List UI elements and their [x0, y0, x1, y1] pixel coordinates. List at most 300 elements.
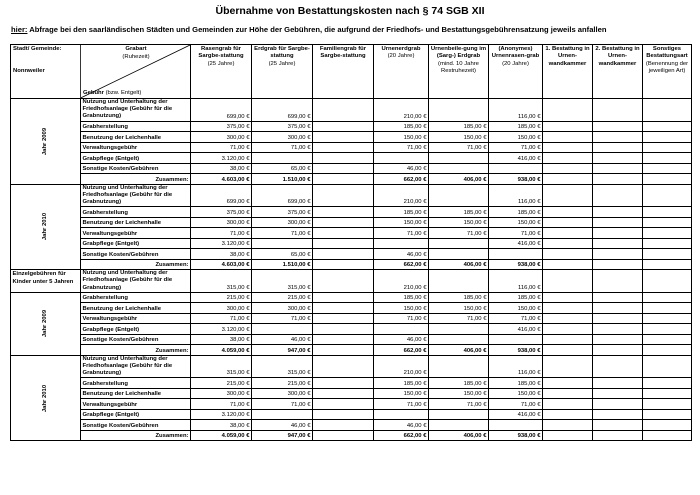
total-row	[11, 430, 692, 441]
value-cell: 300,00 €	[252, 132, 313, 143]
value-cell	[593, 378, 643, 389]
value-cell: 38,00 €	[191, 420, 252, 431]
value-cell	[543, 409, 593, 420]
value-cell	[313, 249, 374, 260]
value-cell: 210,00 €	[374, 355, 429, 378]
value-cell: 116,00 €	[489, 184, 543, 207]
value-cell	[429, 355, 489, 378]
total-value-cell	[593, 345, 643, 356]
total-value-cell	[543, 259, 593, 270]
table-row	[11, 163, 692, 174]
value-cell: 315,00 €	[191, 270, 252, 293]
row-label: Nutzung und Unterhaltung der Friedhofsanlage (Gebühr für die Grabnutzung)	[81, 99, 191, 122]
value-cell	[374, 238, 429, 249]
value-cell: 150,00 €	[429, 217, 489, 228]
value-cell: 315,00 €	[252, 355, 313, 378]
value-cell	[313, 217, 374, 228]
value-cell	[593, 184, 643, 207]
total-value-cell: 406,00 €	[429, 259, 489, 270]
total-value-cell: 662,00 €	[374, 430, 429, 441]
row-label: Sonstige Kosten/Gebühren	[81, 420, 191, 431]
value-cell	[643, 303, 692, 314]
table-row	[11, 121, 692, 132]
row-label: Verwaltungsgebühr	[81, 313, 191, 324]
value-cell	[643, 184, 692, 207]
value-cell	[543, 303, 593, 314]
row-label: Benutzung der Leichenhalle	[81, 388, 191, 399]
value-cell: 150,00 €	[374, 132, 429, 143]
total-value-cell	[643, 259, 692, 270]
table-row	[11, 334, 692, 345]
value-cell: 185,00 €	[429, 292, 489, 303]
column-header	[429, 45, 489, 99]
value-cell	[643, 409, 692, 420]
column-note: (20 Jahre)	[502, 60, 529, 67]
value-cell: 38,00 €	[191, 163, 252, 174]
value-cell	[252, 409, 313, 420]
table-row	[11, 207, 692, 218]
value-cell: 416,00 €	[489, 409, 543, 420]
value-cell	[593, 207, 643, 218]
value-cell	[643, 132, 692, 143]
value-cell	[593, 334, 643, 345]
total-value-cell	[313, 345, 374, 356]
column-header	[252, 45, 313, 99]
value-cell: 71,00 €	[489, 228, 543, 239]
value-cell	[313, 292, 374, 303]
value-cell: 46,00 €	[374, 163, 429, 174]
column-note: (25 Jahre)	[268, 60, 296, 67]
table-row	[11, 270, 692, 293]
value-cell	[313, 420, 374, 431]
value-cell: 375,00 €	[252, 207, 313, 218]
row-label: Benutzung der Leichenhalle	[81, 132, 191, 143]
row-label: Nutzung und Unterhaltung der Friedhofsanlage (Gebühr für die Grabnutzung)	[81, 184, 191, 207]
total-value-cell: 938,00 €	[489, 430, 543, 441]
value-cell: 699,00 €	[191, 99, 252, 122]
total-label: Zusammen:	[81, 345, 191, 356]
table-row	[11, 228, 692, 239]
value-cell	[313, 99, 374, 122]
value-cell	[643, 378, 692, 389]
total-value-cell	[313, 259, 374, 270]
value-cell: 116,00 €	[489, 355, 543, 378]
value-cell	[543, 292, 593, 303]
value-cell: 300,00 €	[191, 303, 252, 314]
total-value-cell: 662,00 €	[374, 259, 429, 270]
value-cell	[593, 292, 643, 303]
subtitle	[11, 25, 700, 34]
row-label: Grabpflege (Entgelt)	[81, 324, 191, 335]
value-cell	[543, 228, 593, 239]
value-cell	[313, 324, 374, 335]
value-cell	[543, 270, 593, 293]
column-note: (Benennung der jeweiligen Art)	[645, 60, 689, 74]
value-cell: 185,00 €	[374, 207, 429, 218]
row-label: Grabherstellung	[81, 207, 191, 218]
value-cell: 71,00 €	[489, 399, 543, 410]
value-cell	[543, 249, 593, 260]
column-title: Sonstiges Bestattungsart	[646, 46, 688, 60]
value-cell	[313, 142, 374, 153]
value-cell	[313, 388, 374, 399]
table-row	[11, 313, 692, 324]
value-cell	[643, 313, 692, 324]
fee-table	[10, 44, 692, 441]
total-label: Zusammen:	[81, 430, 191, 441]
value-cell: 699,00 €	[252, 99, 313, 122]
value-cell: 185,00 €	[374, 378, 429, 389]
column-header	[374, 45, 429, 99]
value-cell	[429, 238, 489, 249]
total-value-cell	[593, 259, 643, 270]
value-cell	[429, 153, 489, 164]
column-header	[191, 45, 252, 99]
value-cell	[429, 324, 489, 335]
column-note: (20 Jahre)	[387, 53, 415, 60]
stadt-label: Stadt/ Gemeinde:	[13, 46, 62, 52]
total-value-cell: 4.059,00 €	[191, 430, 252, 441]
value-cell: 71,00 €	[252, 313, 313, 324]
value-cell	[593, 249, 643, 260]
total-value-cell	[543, 345, 593, 356]
total-value-cell	[593, 430, 643, 441]
value-cell: 150,00 €	[429, 388, 489, 399]
value-cell	[543, 99, 593, 122]
value-cell	[313, 378, 374, 389]
value-cell: 65,00 €	[252, 163, 313, 174]
value-cell	[252, 153, 313, 164]
value-cell	[313, 238, 374, 249]
gebuehr-label	[83, 90, 141, 97]
table-row	[11, 184, 692, 207]
value-cell: 3.120,00 €	[191, 238, 252, 249]
row-label: Grabpflege (Entgelt)	[81, 409, 191, 420]
total-value-cell	[643, 345, 692, 356]
value-cell: 315,00 €	[191, 355, 252, 378]
value-cell	[313, 207, 374, 218]
value-cell	[374, 409, 429, 420]
value-cell	[313, 132, 374, 143]
value-cell: 46,00 €	[252, 420, 313, 431]
column-header	[489, 45, 543, 99]
value-cell	[429, 163, 489, 174]
value-cell: 185,00 €	[429, 378, 489, 389]
total-value-cell	[313, 174, 374, 185]
value-cell: 71,00 €	[429, 399, 489, 410]
value-cell	[593, 99, 643, 122]
year-cell	[11, 184, 81, 270]
value-cell: 150,00 €	[374, 217, 429, 228]
total-value-cell: 406,00 €	[429, 430, 489, 441]
value-cell: 3.120,00 €	[191, 324, 252, 335]
value-cell	[374, 324, 429, 335]
column-title: Erdgrab für Sargbe-stattung	[254, 46, 310, 60]
value-cell: 71,00 €	[252, 228, 313, 239]
column-title: 1. Bestattung in Urnen-wandkammer	[545, 46, 590, 67]
value-cell	[593, 420, 643, 431]
value-cell: 71,00 €	[252, 399, 313, 410]
year-label: Jahr 2010	[42, 213, 48, 241]
value-cell: 300,00 €	[252, 303, 313, 314]
value-cell	[543, 217, 593, 228]
gebuehr-title: Gebühr	[83, 90, 104, 96]
value-cell	[593, 324, 643, 335]
value-cell	[252, 324, 313, 335]
value-cell: 116,00 €	[489, 99, 543, 122]
value-cell	[543, 207, 593, 218]
column-title: Familiengrab für Sargbe-stattung	[319, 46, 367, 60]
value-cell: 71,00 €	[252, 142, 313, 153]
value-cell	[543, 313, 593, 324]
column-title: Urnenerdgrab	[381, 46, 421, 52]
value-cell: 46,00 €	[374, 334, 429, 345]
value-cell	[543, 142, 593, 153]
value-cell: 71,00 €	[191, 313, 252, 324]
value-cell	[313, 228, 374, 239]
row-label: Verwaltungsgebühr	[81, 228, 191, 239]
value-cell	[593, 303, 643, 314]
value-cell	[543, 420, 593, 431]
value-cell	[313, 409, 374, 420]
value-cell: 71,00 €	[374, 142, 429, 153]
value-cell	[429, 420, 489, 431]
row-label: Nutzung und Unterhaltung der Friedhofsanlage (Gebühr für die Grabnutzung)	[81, 355, 191, 378]
row-label: Verwaltungsgebühr	[81, 399, 191, 410]
value-cell	[593, 270, 643, 293]
value-cell	[643, 153, 692, 164]
value-cell: 150,00 €	[429, 132, 489, 143]
value-cell: 150,00 €	[489, 217, 543, 228]
total-row	[11, 174, 692, 185]
value-cell: 71,00 €	[191, 142, 252, 153]
total-value-cell: 406,00 €	[429, 345, 489, 356]
value-cell: 210,00 €	[374, 184, 429, 207]
gebuehr-note: (bzw. Entgelt)	[103, 90, 142, 96]
value-cell	[313, 270, 374, 293]
value-cell: 71,00 €	[191, 399, 252, 410]
year-label: Jahr 2009	[42, 310, 48, 338]
header-row	[11, 45, 692, 99]
value-cell: 71,00 €	[489, 142, 543, 153]
total-value-cell: 4.059,00 €	[191, 345, 252, 356]
value-cell	[543, 334, 593, 345]
table-row	[11, 292, 692, 303]
value-cell	[593, 121, 643, 132]
value-cell	[489, 420, 543, 431]
column-header	[543, 45, 593, 99]
row-label: Sonstige Kosten/Gebühren	[81, 163, 191, 174]
value-cell: 210,00 €	[374, 270, 429, 293]
value-cell	[313, 303, 374, 314]
value-cell	[543, 121, 593, 132]
value-cell	[543, 132, 593, 143]
value-cell	[643, 270, 692, 293]
table-row	[11, 153, 692, 164]
value-cell	[643, 334, 692, 345]
value-cell: 215,00 €	[252, 292, 313, 303]
value-cell: 215,00 €	[252, 378, 313, 389]
value-cell	[593, 399, 643, 410]
total-value-cell: 662,00 €	[374, 345, 429, 356]
value-cell: 300,00 €	[191, 132, 252, 143]
header-corner-cell	[11, 45, 191, 99]
total-value-cell: 947,00 €	[252, 430, 313, 441]
total-value-cell: 1.510,00 €	[252, 259, 313, 270]
value-cell	[593, 388, 643, 399]
value-cell: 699,00 €	[252, 184, 313, 207]
row-label: Sonstige Kosten/Gebühren	[81, 249, 191, 260]
value-cell: 71,00 €	[374, 228, 429, 239]
value-cell: 416,00 €	[489, 238, 543, 249]
value-cell	[374, 153, 429, 164]
value-cell	[313, 163, 374, 174]
value-cell: 46,00 €	[252, 334, 313, 345]
table-row	[11, 217, 692, 228]
value-cell	[593, 313, 643, 324]
total-value-cell: 1.510,00 €	[252, 174, 313, 185]
value-cell	[429, 334, 489, 345]
value-cell: 416,00 €	[489, 324, 543, 335]
value-cell: 38,00 €	[191, 249, 252, 260]
total-value-cell	[593, 174, 643, 185]
value-cell	[643, 238, 692, 249]
value-cell	[429, 184, 489, 207]
value-cell: 300,00 €	[252, 217, 313, 228]
value-cell	[543, 378, 593, 389]
value-cell	[543, 388, 593, 399]
table-row	[11, 355, 692, 378]
total-value-cell: 938,00 €	[489, 174, 543, 185]
value-cell	[313, 153, 374, 164]
value-cell: 210,00 €	[374, 99, 429, 122]
value-cell	[543, 184, 593, 207]
value-cell: 185,00 €	[429, 207, 489, 218]
table-row	[11, 399, 692, 410]
value-cell: 71,00 €	[489, 313, 543, 324]
total-value-cell	[543, 174, 593, 185]
value-cell	[543, 399, 593, 410]
value-cell	[643, 142, 692, 153]
table-row	[11, 324, 692, 335]
value-cell	[643, 99, 692, 122]
value-cell: 46,00 €	[374, 420, 429, 431]
row-label: Sonstige Kosten/Gebühren	[81, 334, 191, 345]
value-cell	[429, 99, 489, 122]
column-note: (25 Jahre)	[207, 60, 235, 67]
table-row	[11, 132, 692, 143]
value-cell: 699,00 €	[191, 184, 252, 207]
total-label: Zusammen:	[81, 174, 191, 185]
value-cell	[489, 163, 543, 174]
value-cell: 3.120,00 €	[191, 409, 252, 420]
table-row	[11, 249, 692, 260]
table-row	[11, 409, 692, 420]
total-value-cell: 947,00 €	[252, 345, 313, 356]
value-cell: 71,00 €	[374, 313, 429, 324]
category-cell: Einzelgebühren für Kinder unter 5 Jahren	[11, 270, 81, 293]
row-label: Verwaltungsgebühr	[81, 142, 191, 153]
total-value-cell: 662,00 €	[374, 174, 429, 185]
column-note: (mind. 10 Jahre Restruhezeit)	[438, 60, 479, 74]
value-cell: 375,00 €	[191, 121, 252, 132]
row-label: Grabherstellung	[81, 292, 191, 303]
value-cell: 185,00 €	[489, 378, 543, 389]
value-cell	[543, 153, 593, 164]
subtitle-prefix: hier:	[11, 25, 28, 34]
value-cell: 71,00 €	[191, 228, 252, 239]
value-cell	[543, 163, 593, 174]
value-cell	[593, 355, 643, 378]
value-cell: 185,00 €	[429, 121, 489, 132]
value-cell: 300,00 €	[252, 388, 313, 399]
value-cell	[643, 217, 692, 228]
value-cell	[429, 270, 489, 293]
value-cell: 185,00 €	[374, 121, 429, 132]
year-label: Jahr 2009	[42, 127, 48, 155]
value-cell	[643, 228, 692, 239]
year-cell	[11, 99, 81, 185]
value-cell: 116,00 €	[489, 270, 543, 293]
gemeinde-name: Nonnweiler	[13, 68, 45, 74]
value-cell	[429, 249, 489, 260]
row-label: Benutzung der Leichenhalle	[81, 217, 191, 228]
value-cell	[593, 409, 643, 420]
value-cell	[593, 163, 643, 174]
grabart-label: Grabart	[125, 46, 147, 52]
value-cell	[543, 238, 593, 249]
value-cell	[543, 324, 593, 335]
value-cell: 375,00 €	[191, 207, 252, 218]
value-cell	[313, 184, 374, 207]
total-row	[11, 345, 692, 356]
value-cell	[593, 153, 643, 164]
total-value-cell	[543, 430, 593, 441]
table-row	[11, 99, 692, 122]
total-value-cell: 4.603,00 €	[191, 174, 252, 185]
value-cell: 416,00 €	[489, 153, 543, 164]
value-cell	[643, 121, 692, 132]
value-cell: 185,00 €	[489, 292, 543, 303]
value-cell: 315,00 €	[252, 270, 313, 293]
value-cell: 71,00 €	[429, 228, 489, 239]
value-cell: 215,00 €	[191, 378, 252, 389]
value-cell	[643, 355, 692, 378]
row-label: Grabpflege (Entgelt)	[81, 153, 191, 164]
value-cell: 150,00 €	[429, 303, 489, 314]
value-cell: 185,00 €	[489, 121, 543, 132]
total-value-cell: 406,00 €	[429, 174, 489, 185]
value-cell	[643, 207, 692, 218]
column-header	[643, 45, 692, 99]
value-cell	[489, 334, 543, 345]
value-cell	[643, 292, 692, 303]
row-label: Grabherstellung	[81, 378, 191, 389]
table-row	[11, 388, 692, 399]
value-cell	[643, 420, 692, 431]
year-label: Jahr 2010	[42, 384, 48, 412]
value-cell	[643, 163, 692, 174]
value-cell: 150,00 €	[489, 132, 543, 143]
total-value-cell: 938,00 €	[489, 345, 543, 356]
value-cell	[643, 399, 692, 410]
column-header	[593, 45, 643, 99]
total-label: Zusammen:	[81, 259, 191, 270]
value-cell: 185,00 €	[374, 292, 429, 303]
value-cell	[313, 121, 374, 132]
row-label: Grabpflege (Entgelt)	[81, 238, 191, 249]
value-cell	[593, 142, 643, 153]
